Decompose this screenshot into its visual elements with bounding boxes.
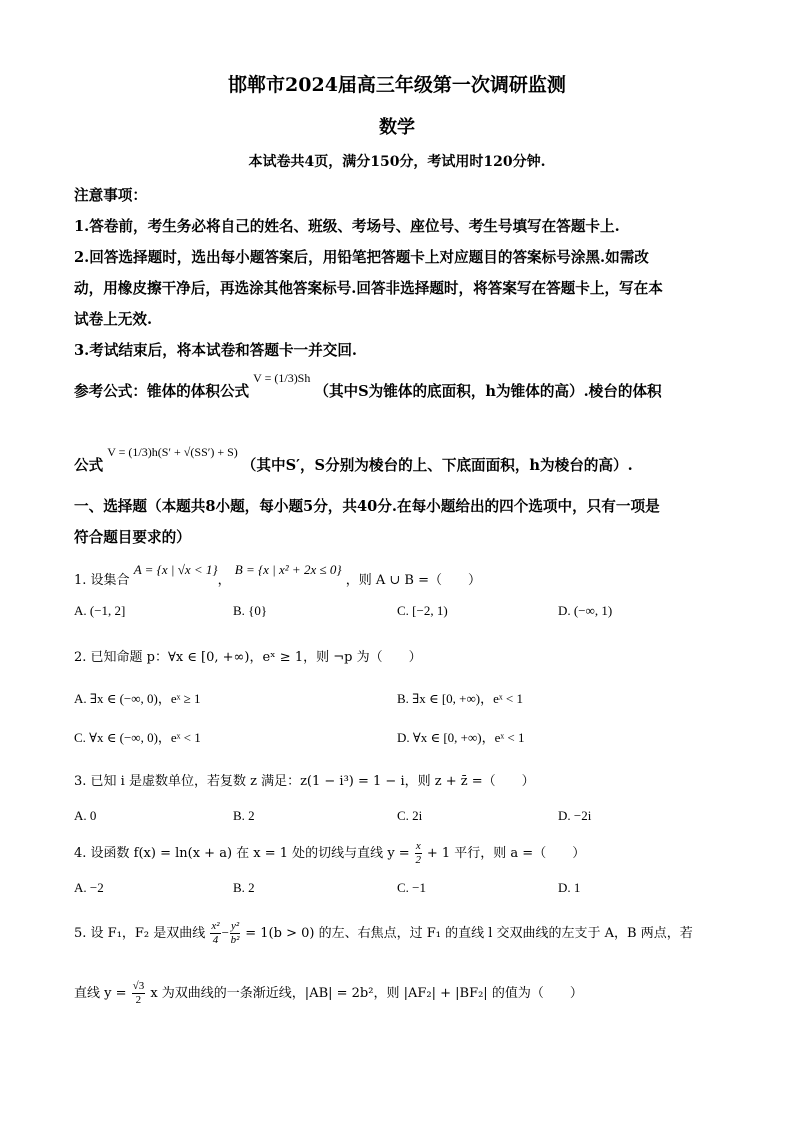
q1-option-c: C. [−2, 1) bbox=[397, 603, 448, 618]
q1-option-a: A. (−1, 2] bbox=[74, 603, 126, 618]
exam-info: 本试卷共4页，满分150分，考试用时120分钟. bbox=[248, 154, 546, 170]
q2-option-c: C. ∀x ∈ (−∞, 0)，eˣ < 1 bbox=[74, 730, 201, 745]
q2-option-d: D. ∀x ∈ [0, +∞)，eˣ < 1 bbox=[397, 730, 525, 745]
q2-option-a: A. ∃x ∈ (−∞, 0)，eˣ ≥ 1 bbox=[74, 691, 201, 706]
q5-line1-b: = 1(b > 0) 的左、右焦点，过 F₁ 的直线 l 交双曲线的左支于 A，B 两点，若 bbox=[245, 926, 693, 941]
q1-set-a: A = {x | √x < 1} bbox=[133, 562, 218, 577]
note-item-1: 1.答卷前，考生务必将自己的姓名、班级、考场号、座位号、考生号填写在答题卡上. bbox=[74, 218, 620, 235]
note-item-2-line-2: 动，用橡皮擦干净后，再选涂其他答案标号.回答非选择题时，将答案写在答题卡上，写在本 bbox=[74, 280, 663, 297]
question-4-stem bbox=[74, 840, 585, 867]
q5-x2-num: x² bbox=[211, 920, 220, 932]
q1-option-b: B. {0} bbox=[233, 603, 268, 618]
q1-set-b: B = {x | x² + 2x ≤ 0} bbox=[234, 562, 342, 577]
q5-frac-sqrt3 bbox=[132, 980, 146, 1007]
question-5-line-2 bbox=[74, 980, 583, 1007]
q4-frac-num: x bbox=[415, 840, 421, 852]
note-item-2-line-1: 2.回答选择题时，选出每小题答案后，用铅笔把答题卡上对应题目的答案标号涂黑.如需改 bbox=[74, 249, 649, 266]
formula-mid: （其中S为锥体的底面积，h为锥体的高）.棱台的体积 bbox=[314, 383, 662, 400]
cone-formula: V = (1/3)Sh bbox=[253, 370, 311, 385]
notes-heading: 注意事项： bbox=[74, 187, 147, 204]
q3-option-d: D. −2i bbox=[558, 808, 592, 823]
q1-stem-a: 1. 设集合 bbox=[74, 573, 130, 588]
question-5-line-1 bbox=[74, 920, 693, 947]
formula-prefix: 参考公式：锥体的体积公式 bbox=[74, 383, 250, 400]
q3-option-c: C. 2i bbox=[397, 808, 423, 823]
q5-y2-num: y² bbox=[230, 920, 240, 932]
q5-x2-den: 4 bbox=[212, 934, 219, 946]
q5-y2-den: b² bbox=[230, 934, 240, 946]
q4-fraction bbox=[415, 840, 422, 867]
question-3-stem: 3. 已知 i 是虚数单位，若复数 z 满足：z(1 − i³) = 1 − i，则 z + z̄ =（ ） bbox=[74, 774, 535, 789]
q3-option-b: B. 2 bbox=[233, 808, 255, 823]
section-heading-line-1: 一、选择题（本题共8小题，每小题5分，共40分.在每小题给出的四个选项中，只有一项是 bbox=[74, 498, 660, 515]
formula-line2-prefix: 公式 bbox=[74, 457, 104, 474]
q1-stem-b: ，则 A ∪ B =（ ） bbox=[345, 573, 481, 588]
q5-frac-y2 bbox=[230, 920, 240, 947]
note-item-3: 3.考试结束后，将本试卷和答题卡一并交回. bbox=[74, 342, 358, 359]
q2-option-b: B. ∃x ∈ [0, +∞)，eˣ < 1 bbox=[397, 691, 523, 706]
q5-line2-a: 直线 y = bbox=[74, 986, 127, 1001]
q5-line2-b: x 为双曲线的一条渐近线，|AB| = 2b²，则 |AF₂| + |BF₂| 的值为（ ） bbox=[150, 986, 583, 1001]
q3-option-a: A. 0 bbox=[74, 808, 97, 823]
q4-option-c: C. −1 bbox=[397, 880, 427, 895]
q5-sqrt3-num: √3 bbox=[132, 980, 145, 992]
q4-stem-b: + 1 平行，则 a =（ ） bbox=[426, 846, 586, 861]
formula-line-1 bbox=[74, 370, 662, 401]
frustum-formula: V = (1/3)h(S′ + √(SS′) + S) bbox=[107, 444, 238, 459]
q4-option-b: B. 2 bbox=[233, 880, 255, 895]
q4-frac-den: 2 bbox=[415, 854, 422, 866]
note-item-2-line-3: 试卷上无效. bbox=[74, 311, 153, 328]
formula-line2-suffix: （其中S′，S分别为棱台的上、下底面面积，h为棱台的高）. bbox=[241, 457, 633, 474]
q5-frac-x2 bbox=[210, 920, 220, 947]
question-1-stem bbox=[74, 562, 481, 588]
section-heading-line-2: 符合题目要求的） bbox=[74, 529, 191, 546]
q1-comma: ， bbox=[217, 573, 231, 588]
subject-title: 数学 bbox=[379, 117, 415, 138]
q4-stem-a: 4. 设函数 f(x) = ln(x + a) 在 x = 1 处的切线与直线 y = bbox=[74, 846, 410, 861]
q5-minus: − bbox=[221, 925, 229, 940]
q4-option-d: D. 1 bbox=[558, 880, 581, 895]
q1-option-d: D. (−∞, 1) bbox=[558, 603, 613, 618]
exam-title: 邯郸市2024届高三年级第一次调研监测 bbox=[228, 74, 566, 96]
q4-option-a: A. −2 bbox=[74, 880, 104, 895]
formula-line-2 bbox=[74, 444, 633, 475]
q5-sqrt3-den: 2 bbox=[135, 994, 142, 1006]
q5-line1-a: 5. 设 F₁，F₂ 是双曲线 bbox=[74, 926, 206, 941]
question-2-stem: 2. 已知命题 p：∀x ∈ [0, +∞)，eˣ ≥ 1，则 ¬p 为（ ） bbox=[74, 650, 422, 665]
